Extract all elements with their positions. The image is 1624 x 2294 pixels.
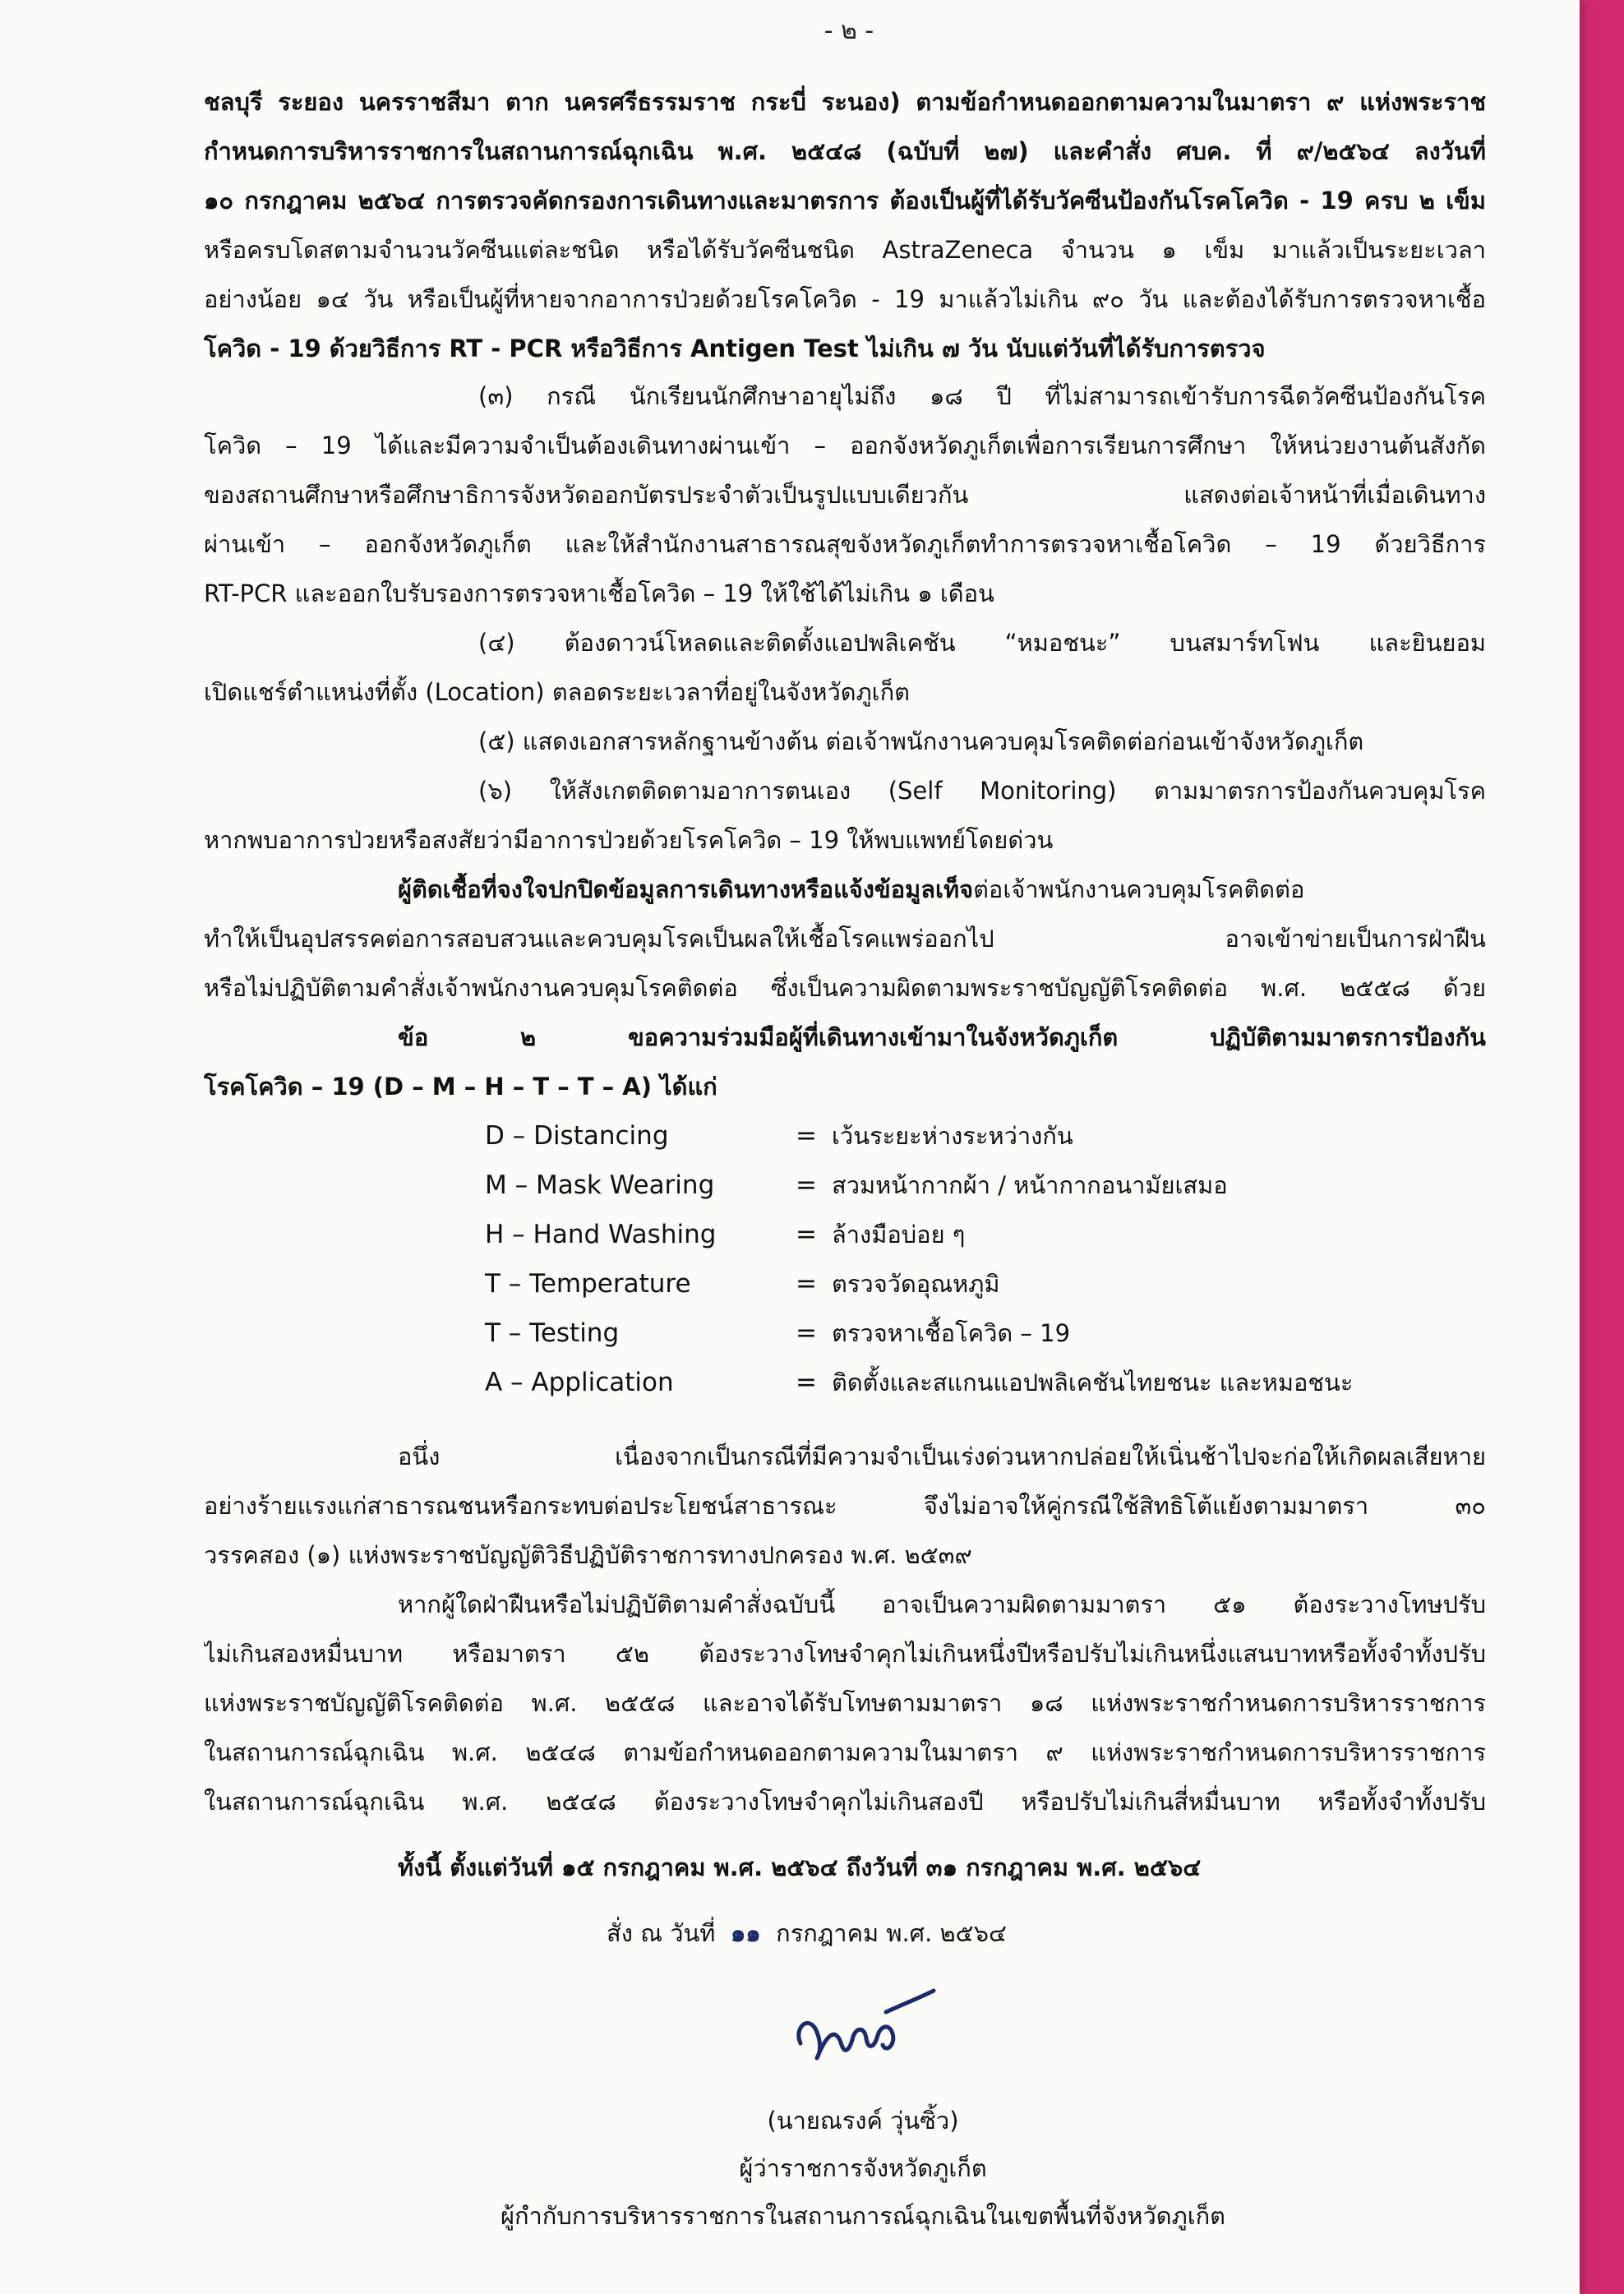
body-line: ไม่เกินสองหมื่นบาท หรือมาตรา ๕๒ ต้องระวางโทษจำคุกไม่เกินหนึ่งปีหรือปรับไม่เกินหนึ่งแสนบาทหรือทั้งจำทั้งปรับ xyxy=(204,1640,1486,1668)
body-line: แห่งพระราชบัญญัติโรคติดต่อ พ.ศ. ๒๕๕๘ และอาจได้รับโทษตามมาตรา ๑๘ แห่งพระราชกำหนดการบริหารราชการ xyxy=(204,1689,1486,1717)
effective-period: ทั้งนี้ ตั้งแต่วันที่ ๑๕ กรกฎาคม พ.ศ. ๒๕๖๔ ถึงวันที่ ๓๑ กรกฎาคม พ.ศ. ๒๕๖๔ xyxy=(398,1853,1202,1881)
body-line: ผ่านเข้า – ออกจังหวัดภูเก็ต และให้สำนักงานสาธารณสุขจังหวัดภูเก็ตทำการตรวจหาเชื้อโควิด – 19 ด้วยวิธีการ xyxy=(204,530,1486,558)
measure-code: M – Mask Wearing xyxy=(485,1170,715,1200)
body-line xyxy=(204,184,1486,217)
measure-desc: สวมหน้ากากผ้า / หน้ากากอนามัยเสมอ xyxy=(832,1171,1228,1199)
equals-sign: = xyxy=(796,1318,817,1348)
signatory-role: ผู้กำกับการบริหารราชการในสถานการณ์ฉุกเฉินในเขตพื้นที่จังหวัดภูเก็ต xyxy=(500,2202,1226,2230)
ordered-suffix: กรกฎาคม พ.ศ. ๒๕๖๔ xyxy=(776,1919,1007,1947)
ordered-day: ๑๑ xyxy=(730,1919,761,1947)
measure-code: H – Hand Washing xyxy=(485,1220,717,1249)
equals-sign: = xyxy=(796,1170,817,1200)
item-5: (๕) แสดงเอกสารหลักฐานข้างต้น ต่อเจ้าพนักงานควบคุมโรคติดต่อก่อนเข้าจังหวัดภูเก็ต xyxy=(478,727,1364,755)
signatory-position: ผู้ว่าราชการจังหวัดภูเก็ต xyxy=(739,2154,987,2182)
body-line: หากพบอาการป่วยหรือสงสัยว่ามีอาการป่วยด้วยโรคโควิด – 19 ให้พบแพทย์โดยด่วน xyxy=(204,826,1054,854)
equals-sign: = xyxy=(796,1220,817,1249)
body-line: หรือไม่ปฏิบัติตามคำสั่งเจ้าพนักงานควบคุมโรคติดต่อ ซึ่งเป็นความผิดตามพระราชบัญญัติโรคติดต่อ พ.ศ. ๒๕๕๘ ด้วย xyxy=(204,974,1486,1002)
measure-code: T – Testing xyxy=(485,1318,620,1348)
warning-line xyxy=(398,873,1486,906)
clause-2-heading-cont: โรคโควิด – 19 (D – M – H – T – T – A) ได้แก่ xyxy=(204,1073,717,1101)
body-line: โควิด – 19 ได้และมีความจำเป็นต้องเดินทางผ่านเข้า – ออกจังหวัดภูเก็ตเพื่อการเรียนการศึกษา ให้หน่วยงานต้นสังกัด xyxy=(204,432,1486,459)
measure-code: A – Application xyxy=(485,1368,674,1397)
measure-desc: ล้างมือบ่อย ๆ xyxy=(832,1221,966,1249)
signature xyxy=(789,1979,953,2070)
equals-sign: = xyxy=(796,1269,817,1299)
clause-2-heading: ข้อ ๒ ขอความร่วมมือผู้ที่เดินทางเข้ามาในจังหวัดภูเก็ต ปฏิบัติตามมาตรการป้องกัน xyxy=(398,1023,1486,1051)
body-line: กำหนดการบริหารราชการในสถานการณ์ฉุกเฉิน พ.ศ. ๒๕๔๘ (ฉบับที่ ๒๗) และคำสั่ง ศบค. ที่ ๙/๒๕๖๔ ลงวันที่ xyxy=(204,137,1486,165)
item-6-heading: (๖) ให้สังเกตติดตามอาการตนเอง (Self Monitoring) ตามมาตรการป้องกันควบคุมโรค xyxy=(478,777,1486,805)
body-line: RT-PCR และออกใบรับรองการตรวจหาเชื้อโควิด – 19 ให้ใช้ได้ไม่เกิน ๑ เดือน xyxy=(204,579,994,607)
measure-code: T – Temperature xyxy=(485,1269,691,1299)
body-line: ของสถานศึกษาหรือศึกษาธิการจังหวัดออกบัตรประจำตัวเป็นรูปแบบเดียวกัน แสดงต่อเจ้าหน้าที่เมื่อเดินทาง xyxy=(204,481,1486,509)
body-line: ชลบุรี ระยอง นครราชสีมา ตาก นครศรีธรรมราช กระบี่ ระนอง) ตามข้อกำหนดออกตามความในมาตรา ๙ แห่งพระราช xyxy=(204,88,1486,116)
body-line: ในสถานการณ์ฉุกเฉิน พ.ศ. ๒๕๔๘ ตามข้อกำหนดออกตามความในมาตรา ๙ แห่งพระราชกำหนดการบริหารราชการ xyxy=(204,1738,1486,1766)
warning-bold: ผู้ติดเชื้อที่จงใจปกปิดข้อมูลการเดินทางหรือแจ้งข้อมูลเท็จ xyxy=(398,875,974,903)
ordered-date xyxy=(607,1917,1346,1950)
page-number: - ๒ - xyxy=(824,16,874,45)
item-3-heading: (๓) กรณี นักเรียนนักศึกษาอายุไม่ถึง ๑๘ ปี ที่ไม่สามารถเข้ารับการฉีดวัคซีนป้องกันโรค xyxy=(478,382,1486,410)
equals-sign: = xyxy=(796,1121,817,1151)
measure-desc: ติดตั้งและสแกนแอปพลิเคชันไทยชนะ และหมอชนะ xyxy=(832,1369,1354,1396)
equals-sign: = xyxy=(796,1368,817,1397)
measure-desc: ตรวจหาเชื้อโควิด – 19 xyxy=(832,1319,1071,1347)
urgency-line: อนึ่ง เนื่องจากเป็นกรณีที่มีความจำเป็นเร่งด่วนหากปล่อยให้เนิ่นช้าไปจะก่อให้เกิดผลเสียหาย xyxy=(398,1442,1486,1470)
body-line: หรือครบโดสตามจำนวนวัคซีนแต่ละชนิด หรือได้รับวัคซีนชนิด AstraZeneca จำนวน ๑ เข็ม มาแล้วเป็นระยะเวลา xyxy=(204,236,1486,264)
body-line-text: ๑๐ กรกฎาคม ๒๕๖๔ การตรวจคัดกรองการเดินทางและมาตรการ ต้องเป็นผู้ที่ได้รับวัคซีนป้องกันโรคโควิด - 19 ครบ ๒ เข็ม xyxy=(204,187,1486,215)
warning-rest: ต่อเจ้าพนักงานควบคุมโรคติดต่อ xyxy=(973,875,1305,903)
body-line: โควิด - 19 ด้วยวิธีการ RT - PCR หรือวิธีการ Antigen Test ไม่เกิน ๗ วัน นับแต่วันที่ได้รับการตรวจ xyxy=(204,335,1266,362)
ordered-prefix: สั่ง ณ วันที่ xyxy=(607,1919,716,1947)
body-line: ทำให้เป็นอุปสรรคต่อการสอบสวนและควบคุมโรคเป็นผลให้เชื้อโรคแพร่ออกไป อาจเข้าข่ายเป็นการฝ่าฝืน xyxy=(204,925,1486,953)
item-4-heading: (๔) ต้องดาวน์โหลดและติดตั้งแอปพลิเคชัน “หมอชนะ” บนสมาร์ทโฟน และยินยอม xyxy=(478,629,1486,657)
signatory-name: (นายณรงค์ วุ่นซิ้ว) xyxy=(767,2107,959,2135)
measure-code: D – Distancing xyxy=(485,1121,669,1151)
body-line: อย่างร้ายแรงแก่สาธารณชนหรือกระทบต่อประโยชน์สาธารณะ จึงไม่อาจให้คู่กรณีใช้สิทธิโต้แย้งตามมาตรา ๓๐ xyxy=(204,1492,1486,1520)
body-line: ในสถานการณ์ฉุกเฉิน พ.ศ. ๒๕๔๘ ต้องระวางโทษจำคุกไม่เกินสองปี หรือปรับไม่เกินสี่หมื่นบาท หรือทั้งจำทั้งปรับ xyxy=(204,1788,1486,1816)
measure-desc: เว้นระยะห่างระหว่างกัน xyxy=(832,1122,1073,1150)
penalty-line: หากผู้ใดฝ่าฝืนหรือไม่ปฏิบัติตามคำสั่งฉบับนี้ อาจเป็นความผิดตามมาตรา ๕๑ ต้องระวางโทษปรับ xyxy=(398,1590,1486,1618)
measure-desc: ตรวจวัดอุณหภูมิ xyxy=(832,1270,1000,1298)
body-line: เปิดแชร์ตำแหน่งที่ตั้ง (Location) ตลอดระยะเวลาที่อยู่ในจังหวัดภูเก็ต xyxy=(204,678,910,706)
body-line: วรรคสอง (๑) แห่งพระราชบัญญัติวิธีปฏิบัติราชการทางปกครอง พ.ศ. ๒๕๓๙ xyxy=(204,1541,972,1569)
body-line: อย่างน้อย ๑๔ วัน หรือเป็นผู้ที่หายจากอาการป่วยด้วยโรคโควิด - 19 มาแล้วไม่เกิน ๙๐ วัน และต้องได้รับการตรวจหาเชื้อ xyxy=(204,285,1486,313)
